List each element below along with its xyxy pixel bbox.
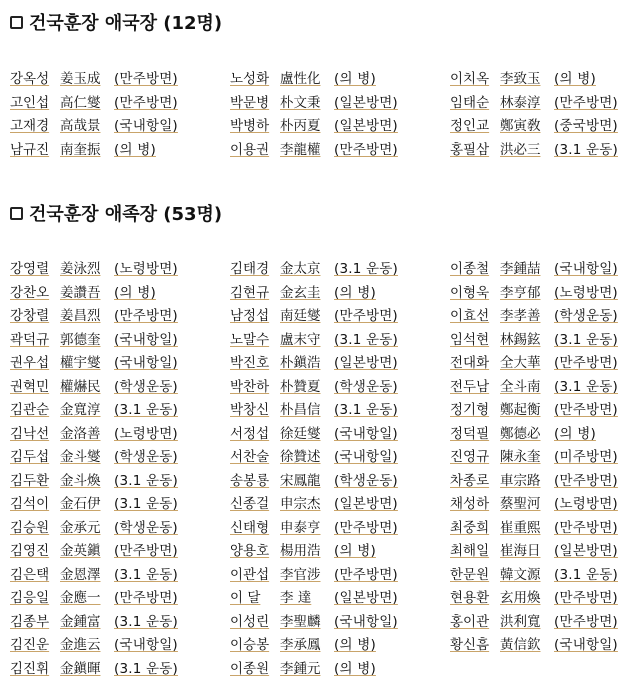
activity-category: (3.1 운동): [114, 496, 178, 512]
activity-category: (만주방면): [114, 590, 178, 606]
honoree-hanja: 金斗燮: [60, 449, 101, 465]
activity-category: (일본방면): [334, 94, 398, 111]
activity-category: (만주방면): [554, 355, 618, 371]
section-title: [10, 201, 222, 225]
honoree-hanja: 申泰亨: [280, 519, 321, 536]
activity-category: (국내항일): [334, 613, 398, 630]
honoree-entry: [230, 609, 412, 631]
honoree-name: 곽덕규: [10, 331, 50, 348]
honoree-name: 박문병: [230, 94, 270, 111]
activity-category: (만주방면): [334, 566, 398, 583]
activity-category: (학생운동): [114, 378, 178, 395]
honoree-entry: [10, 491, 192, 513]
activity-category: (3.1 운동): [554, 378, 618, 395]
honoree-hanja: 徐贊述: [280, 449, 321, 465]
activity-category: (3.1 운동): [554, 331, 618, 348]
honoree-entry: [230, 656, 412, 678]
honoree-hanja: 權宇燮: [60, 355, 101, 371]
honoree-entry: [230, 90, 412, 112]
honoree-name: 박병하: [230, 118, 270, 134]
activity-category: (만주방면): [554, 402, 618, 418]
honoree-name: 임태순: [450, 94, 490, 111]
honoree-hanja: 李官涉: [280, 566, 321, 583]
table-row: [0, 113, 632, 135]
honoree-name: 홍이관: [450, 613, 490, 630]
activity-category: (노령방면): [114, 425, 178, 442]
table-row: [0, 327, 632, 349]
honoree-name: 고재경: [10, 118, 50, 134]
honoree-name: 전두남: [450, 378, 490, 395]
honoree-name: 송봉룡: [230, 472, 270, 489]
table-row: [0, 515, 632, 537]
table-row: [0, 562, 632, 584]
table-row: [0, 491, 632, 513]
activity-category: (국내항일): [114, 355, 178, 371]
activity-category: (의 병): [114, 141, 156, 158]
activity-category: (3.1 운동): [114, 613, 178, 630]
honoree-entry: [10, 515, 192, 537]
honoree-name: 최해일: [450, 543, 490, 559]
honoree-entry: [230, 137, 412, 159]
honoree-hanja: 徐廷燮: [280, 425, 321, 442]
honoree-entry: [230, 66, 412, 88]
honoree-hanja: 崔重熙: [500, 519, 541, 536]
activity-category: (학생운동): [114, 519, 178, 536]
honoree-name: 권우섭: [10, 355, 50, 371]
honoree-entry: [230, 444, 412, 466]
honoree-hanja: 楊用浩: [280, 543, 321, 559]
honoree-hanja: 崔海日: [500, 543, 541, 559]
activity-category: (3.1 운동): [334, 261, 398, 277]
honoree-name: 전대화: [450, 355, 490, 371]
honoree-name: 김응일: [10, 590, 50, 606]
honoree-name: 이승봉: [230, 637, 270, 653]
honoree-entry: [450, 632, 632, 654]
honoree-entry: [450, 113, 632, 135]
honoree-hanja: 李 達: [280, 590, 312, 606]
honoree-hanja: 車宗路: [500, 472, 541, 489]
honoree-name: 김낙선: [10, 425, 50, 442]
honoree-name: 이치옥: [450, 71, 490, 87]
honoree-hanja: 高哉景: [60, 118, 101, 134]
honoree-name: 강찬오: [10, 284, 50, 301]
activity-category: (3.1 운동): [334, 402, 398, 418]
honoree-hanja: 南廷燮: [280, 308, 321, 324]
honoree-entry: [450, 350, 632, 372]
honoree-entry: [450, 90, 632, 112]
honoree-name: 정인교: [450, 118, 490, 134]
activity-category: (중국방면): [554, 118, 618, 134]
honoree-name: 이형욱: [450, 284, 490, 301]
activity-category: (만주방면): [114, 71, 178, 87]
honoree-name: 박진호: [230, 355, 270, 371]
honoree-entry: [10, 421, 192, 443]
honoree-hanja: 宋鳳龍: [280, 472, 321, 489]
activity-category: (학생운동): [334, 472, 398, 489]
honoree-hanja: 朴丙夏: [280, 118, 321, 134]
honoree-name: 최중희: [450, 519, 490, 536]
table-row: [0, 90, 632, 112]
activity-category: (만주방면): [334, 308, 398, 324]
honoree-hanja: 李鍾元: [280, 660, 321, 677]
activity-category: (만주방면): [554, 519, 618, 536]
honoree-entry: [10, 350, 192, 372]
honoree-name: 김진운: [10, 637, 50, 653]
honoree-hanja: 朴贊夏: [280, 378, 321, 395]
activity-category: (만주방면): [334, 519, 398, 536]
table-row: [0, 538, 632, 560]
honoree-hanja: 蔡聖河: [500, 496, 541, 512]
honoree-entry: [230, 632, 412, 654]
honoree-hanja: 金太京: [280, 261, 321, 277]
honoree-entry: [230, 491, 412, 513]
honoree-hanja: 金恩澤: [60, 566, 101, 583]
honoree-entry: [230, 515, 412, 537]
honoree-entry: [10, 256, 192, 278]
honoree-entry: [10, 374, 192, 396]
section-title-text: 건국훈장 애족장 (53명): [29, 204, 223, 225]
table-row: [0, 303, 632, 325]
honoree-hanja: 金進云: [60, 637, 101, 653]
honoree-hanja: 權爀民: [60, 378, 101, 395]
honoree-name: 이성린: [230, 613, 270, 630]
honoree-hanja: 全大華: [500, 355, 541, 371]
honoree-entry: [450, 491, 632, 513]
honoree-hanja: 盧末守: [280, 331, 321, 348]
honoree-entry: [230, 280, 412, 302]
activity-category: (노령방면): [114, 261, 178, 277]
honoree-name: 강창렬: [10, 308, 50, 324]
honoree-name: 김두환: [10, 472, 50, 489]
honoree-name: 이관섭: [230, 566, 270, 583]
activity-category: (일본방면): [554, 543, 618, 559]
activity-category: (일본방면): [334, 590, 398, 606]
activity-category: (학생운동): [554, 308, 618, 324]
activity-category: (의 병): [334, 543, 376, 559]
table-row: [0, 374, 632, 396]
honoree-entry: [10, 538, 192, 560]
honoree-entry: [10, 609, 192, 631]
honoree-hanja: 朴文秉: [280, 94, 321, 111]
honoree-entry: [450, 538, 632, 560]
activity-category: (의 병): [334, 660, 376, 677]
honoree-hanja: 朴昌信: [280, 402, 321, 418]
honoree-entry: [450, 468, 632, 490]
activity-category: (만주방면): [114, 308, 178, 324]
honoree-hanja: 金英鎭: [60, 543, 101, 559]
honoree-name: 노말수: [230, 331, 270, 348]
honoree-entry: [450, 374, 632, 396]
honoree-entry: [230, 397, 412, 419]
table-row: [0, 137, 632, 159]
honoree-name: 이 달: [230, 590, 261, 606]
honoree-hanja: 金鍾富: [60, 613, 101, 630]
activity-category: (만주방면): [554, 613, 618, 630]
honoree-name: 이종원: [230, 660, 270, 677]
activity-category: (국내항일): [334, 449, 398, 465]
honoree-entry: [450, 256, 632, 278]
honoree-name: 임석현: [450, 331, 490, 348]
checkbox-icon: [10, 207, 23, 220]
honoree-hanja: 申宗杰: [280, 496, 321, 512]
honoree-entry: [450, 303, 632, 325]
honoree-hanja: 李亨郁: [500, 284, 541, 301]
honoree-name: 이용권: [230, 141, 270, 158]
honoree-entry: [10, 444, 192, 466]
honoree-name: 황신흠: [450, 637, 490, 653]
honoree-name: 김관순: [10, 402, 50, 418]
honoree-name: 강영렬: [10, 261, 50, 277]
honoree-entry: [10, 562, 192, 584]
table-row: [0, 632, 632, 654]
honoree-name: 신종걸: [230, 496, 270, 512]
honoree-hanja: 林泰淳: [500, 94, 541, 111]
honoree-entry: [450, 66, 632, 88]
honoree-entry: [450, 137, 632, 159]
honoree-hanja: 姜昌烈: [60, 308, 101, 324]
honoree-hanja: 鄭德必: [500, 425, 541, 442]
honoree-entry: [230, 113, 412, 135]
honoree-name: 이종철: [450, 261, 490, 277]
honoree-entry: [10, 327, 192, 349]
honoree-hanja: 金承元: [60, 519, 101, 536]
honoree-name: 현용환: [450, 590, 490, 606]
honoree-entry: [10, 585, 192, 607]
table-row: [0, 350, 632, 372]
honoree-entry: [230, 562, 412, 584]
activity-category: (만주방면): [554, 94, 618, 111]
honoree-name: 진영규: [450, 449, 490, 465]
table-row: [0, 656, 632, 678]
honoree-entry: [10, 66, 192, 88]
honoree-name: 노성화: [230, 71, 270, 87]
honoree-name: 신태형: [230, 519, 270, 536]
honoree-hanja: 鄭起衡: [500, 402, 541, 418]
section-title-text: 건국훈장 애국장 (12명): [29, 13, 223, 34]
table-row: [0, 421, 632, 443]
activity-category: (의 병): [554, 71, 596, 87]
honoree-hanja: 郭德奎: [60, 331, 101, 348]
honoree-hanja: 金石伊: [60, 496, 101, 512]
honoree-name: 권혁민: [10, 378, 50, 395]
activity-category: (노령방면): [554, 496, 618, 512]
activity-category: (국내항일): [554, 637, 618, 653]
activity-category: (학생운동): [334, 378, 398, 395]
honoree-hanja: 金洛善: [60, 425, 101, 442]
honoree-entry: [10, 303, 192, 325]
table-row: [0, 280, 632, 302]
honoree-entry: [10, 468, 192, 490]
activity-category: (3.1 운동): [114, 402, 178, 418]
table-row: [0, 585, 632, 607]
honoree-name: 김은택: [10, 566, 50, 583]
table-row: [0, 256, 632, 278]
honoree-name: 채성하: [450, 496, 490, 512]
activity-category: (일본방면): [334, 496, 398, 512]
honoree-hanja: 姜泳烈: [60, 261, 101, 277]
honoree-entry: [10, 632, 192, 654]
honoree-name: 양용호: [230, 543, 270, 559]
honoree-hanja: 鄭寅敎: [500, 118, 541, 134]
honoree-hanja: 金應一: [60, 590, 101, 606]
activity-category: (3.1 운동): [554, 566, 618, 583]
honoree-entry: [10, 90, 192, 112]
honoree-entry: [10, 397, 192, 419]
honoree-entry: [450, 515, 632, 537]
honoree-hanja: 黃信欽: [500, 637, 541, 653]
honoree-hanja: 陳永奎: [500, 449, 541, 465]
honoree-entry: [10, 137, 192, 159]
honoree-hanja: 金鎭暉: [60, 660, 101, 677]
honoree-hanja: 洪必三: [500, 141, 541, 158]
activity-category: (만주방면): [114, 543, 178, 559]
honoree-entry: [450, 327, 632, 349]
table-row: [0, 397, 632, 419]
honoree-name: 정기형: [450, 402, 490, 418]
honoree-entry: [230, 585, 412, 607]
honoree-entry: [230, 421, 412, 443]
honoree-name: 홍필삼: [450, 141, 490, 158]
activity-category: (국내항일): [554, 261, 618, 277]
honoree-hanja: 金玄圭: [280, 284, 321, 301]
activity-category: (만주방면): [114, 94, 178, 111]
honoree-hanja: 李聖麟: [280, 613, 321, 630]
honoree-name: 남규진: [10, 141, 50, 158]
activity-category: (국내항일): [334, 425, 398, 442]
honoree-hanja: 李孝善: [500, 308, 541, 324]
honoree-entry: [450, 397, 632, 419]
honoree-hanja: 林錫鉉: [500, 331, 541, 348]
honoree-entry: [230, 303, 412, 325]
honoree-hanja: 盧性化: [280, 71, 321, 87]
activity-category: (국내항일): [114, 331, 178, 348]
honoree-name: 김현규: [230, 284, 270, 301]
honoree-entry: [450, 444, 632, 466]
honoree-hanja: 李龍權: [280, 141, 321, 158]
honoree-entry: [230, 350, 412, 372]
activity-category: (노령방면): [554, 284, 618, 301]
honoree-entry: [230, 256, 412, 278]
honoree-hanja: 南奎振: [60, 141, 101, 158]
honoree-name: 서찬술: [230, 449, 270, 465]
honoree-entry: [230, 538, 412, 560]
table-row: [0, 609, 632, 631]
honoree-name: 이효선: [450, 308, 490, 324]
honoree-name: 박찬하: [230, 378, 270, 395]
table-row: [0, 444, 632, 466]
honoree-entry: [230, 374, 412, 396]
honoree-hanja: 韓文源: [500, 566, 541, 583]
honoree-hanja: 洪利寬: [500, 613, 541, 630]
table-row: [0, 66, 632, 88]
honoree-name: 서정섭: [230, 425, 270, 442]
honoree-hanja: 朴鎭浩: [280, 355, 321, 371]
activity-category: (만주방면): [554, 590, 618, 606]
activity-category: (의 병): [334, 637, 376, 653]
section-title: [10, 10, 222, 34]
honoree-entry: [450, 280, 632, 302]
honoree-name: 김진휘: [10, 660, 50, 677]
activity-category: (일본방면): [334, 355, 398, 371]
activity-category: (의 병): [114, 284, 156, 301]
checkbox-icon: [10, 16, 23, 29]
activity-category: (학생운동): [114, 449, 178, 465]
activity-category: (의 병): [334, 284, 376, 301]
honoree-entry: [230, 468, 412, 490]
honoree-hanja: 玄用煥: [500, 590, 541, 606]
honoree-entry: [230, 327, 412, 349]
honoree-name: 박창신: [230, 402, 270, 418]
honoree-name: 김태경: [230, 261, 270, 277]
honoree-hanja: 李承鳳: [280, 637, 321, 653]
activity-category: (3.1 운동): [114, 660, 178, 677]
honoree-entry: [450, 562, 632, 584]
honoree-name: 강옥성: [10, 71, 50, 87]
honoree-name: 김승원: [10, 519, 50, 536]
table-row: [0, 468, 632, 490]
activity-category: (일본방면): [334, 118, 398, 134]
activity-category: (3.1 운동): [554, 141, 618, 158]
honoree-hanja: 金寬淳: [60, 402, 101, 418]
honoree-entry: [450, 609, 632, 631]
honoree-entry: [10, 656, 192, 678]
activity-category: (국내항일): [114, 637, 178, 653]
honoree-name: 남정섭: [230, 308, 270, 324]
honoree-name: 차종로: [450, 472, 490, 489]
honoree-entry: [10, 113, 192, 135]
honoree-entry: [10, 280, 192, 302]
honoree-entry: [450, 585, 632, 607]
honoree-hanja: 李致玉: [500, 71, 541, 87]
honoree-name: 김종부: [10, 613, 50, 630]
honoree-hanja: 姜讚吾: [60, 284, 101, 301]
activity-category: (의 병): [554, 425, 596, 442]
activity-category: (국내항일): [114, 118, 178, 134]
honoree-name: 김두섭: [10, 449, 50, 465]
activity-category: (3.1 운동): [114, 566, 178, 583]
honoree-name: 한문원: [450, 566, 490, 583]
honoree-name: 정덕필: [450, 425, 490, 442]
honoree-hanja: 李鍾喆: [500, 261, 541, 277]
activity-category: (만주방면): [554, 472, 618, 489]
activity-category: (3.1 운동): [334, 331, 398, 348]
honoree-hanja: 金斗煥: [60, 472, 101, 489]
honoree-name: 고인섭: [10, 94, 50, 111]
honoree-name: 김영진: [10, 543, 50, 559]
activity-category: (3.1 운동): [114, 472, 178, 489]
honoree-entry: [450, 421, 632, 443]
activity-category: (의 병): [334, 71, 376, 87]
honoree-name: 김석이: [10, 496, 50, 512]
honoree-hanja: 全斗南: [500, 378, 541, 395]
honoree-hanja: 姜玉成: [60, 71, 101, 87]
honoree-hanja: 高仁燮: [60, 94, 101, 111]
activity-category: (만주방면): [334, 141, 398, 158]
activity-category: (미주방면): [554, 449, 618, 465]
